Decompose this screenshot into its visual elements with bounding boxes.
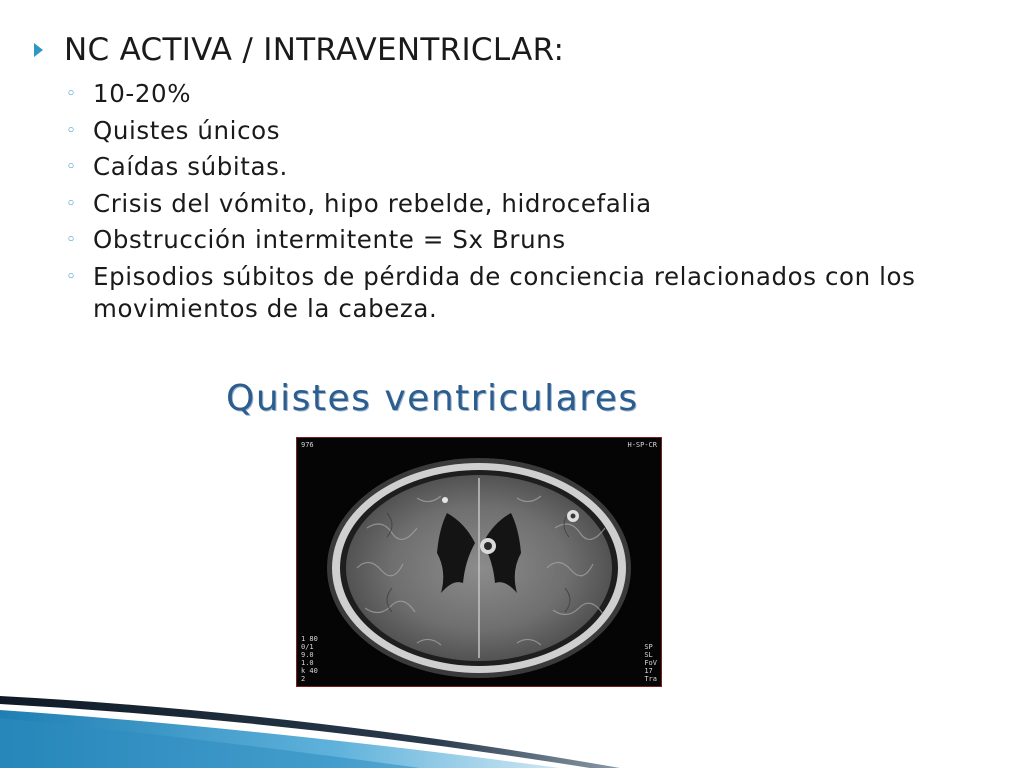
- figure-title: Quistes ventriculares: [226, 378, 639, 419]
- brain-mri-graphic: [297, 438, 661, 686]
- mri-label-bottom-left: 1 80 0/1 9.0 1.0 k 40 2: [301, 635, 318, 683]
- hollow-circle-icon: ◦: [66, 84, 77, 104]
- triangle-right-icon: [34, 43, 43, 57]
- bullet-text: Crisis del vómito, hipo rebelde, hidrocefalia: [93, 188, 652, 218]
- bullet-text: Obstrucción intermitente = Sx Bruns: [93, 225, 566, 254]
- list-item: [66, 115, 966, 147]
- sub-bullet-list: [66, 78, 966, 329]
- bullet-text: Episodios súbitos de pérdida de conciencia relacionados con los movimientos de la cabeza.: [93, 261, 916, 323]
- mri-label-top-left: 976: [301, 441, 314, 449]
- mri-label-top-right: H-SP-CR: [627, 441, 657, 449]
- hollow-circle-icon: ◦: [66, 120, 77, 141]
- hollow-circle-icon: ◦: [66, 193, 77, 214]
- brain-mri-image: [296, 437, 662, 687]
- bullet-text: Caídas súbitas.: [93, 152, 288, 181]
- bullet-text: 10-20%: [93, 79, 192, 108]
- list-item: [66, 78, 966, 110]
- list-item: [66, 224, 966, 256]
- list-item: [66, 188, 966, 220]
- hollow-circle-icon: ◦: [66, 157, 77, 177]
- mri-label-bottom-right: SP SL FoV 17 Tra: [644, 643, 657, 683]
- footer-swoosh-decoration: [0, 688, 1024, 768]
- hollow-circle-icon: ◦: [66, 266, 77, 287]
- slide-heading: NC ACTIVA / INTRAVENTRICLAR:: [64, 32, 565, 68]
- list-item: [66, 261, 966, 325]
- hollow-circle-icon: ◦: [66, 230, 77, 250]
- bullet-text: Quistes únicos: [93, 115, 281, 145]
- main-bullet: [34, 28, 564, 72]
- list-item: [66, 151, 966, 183]
